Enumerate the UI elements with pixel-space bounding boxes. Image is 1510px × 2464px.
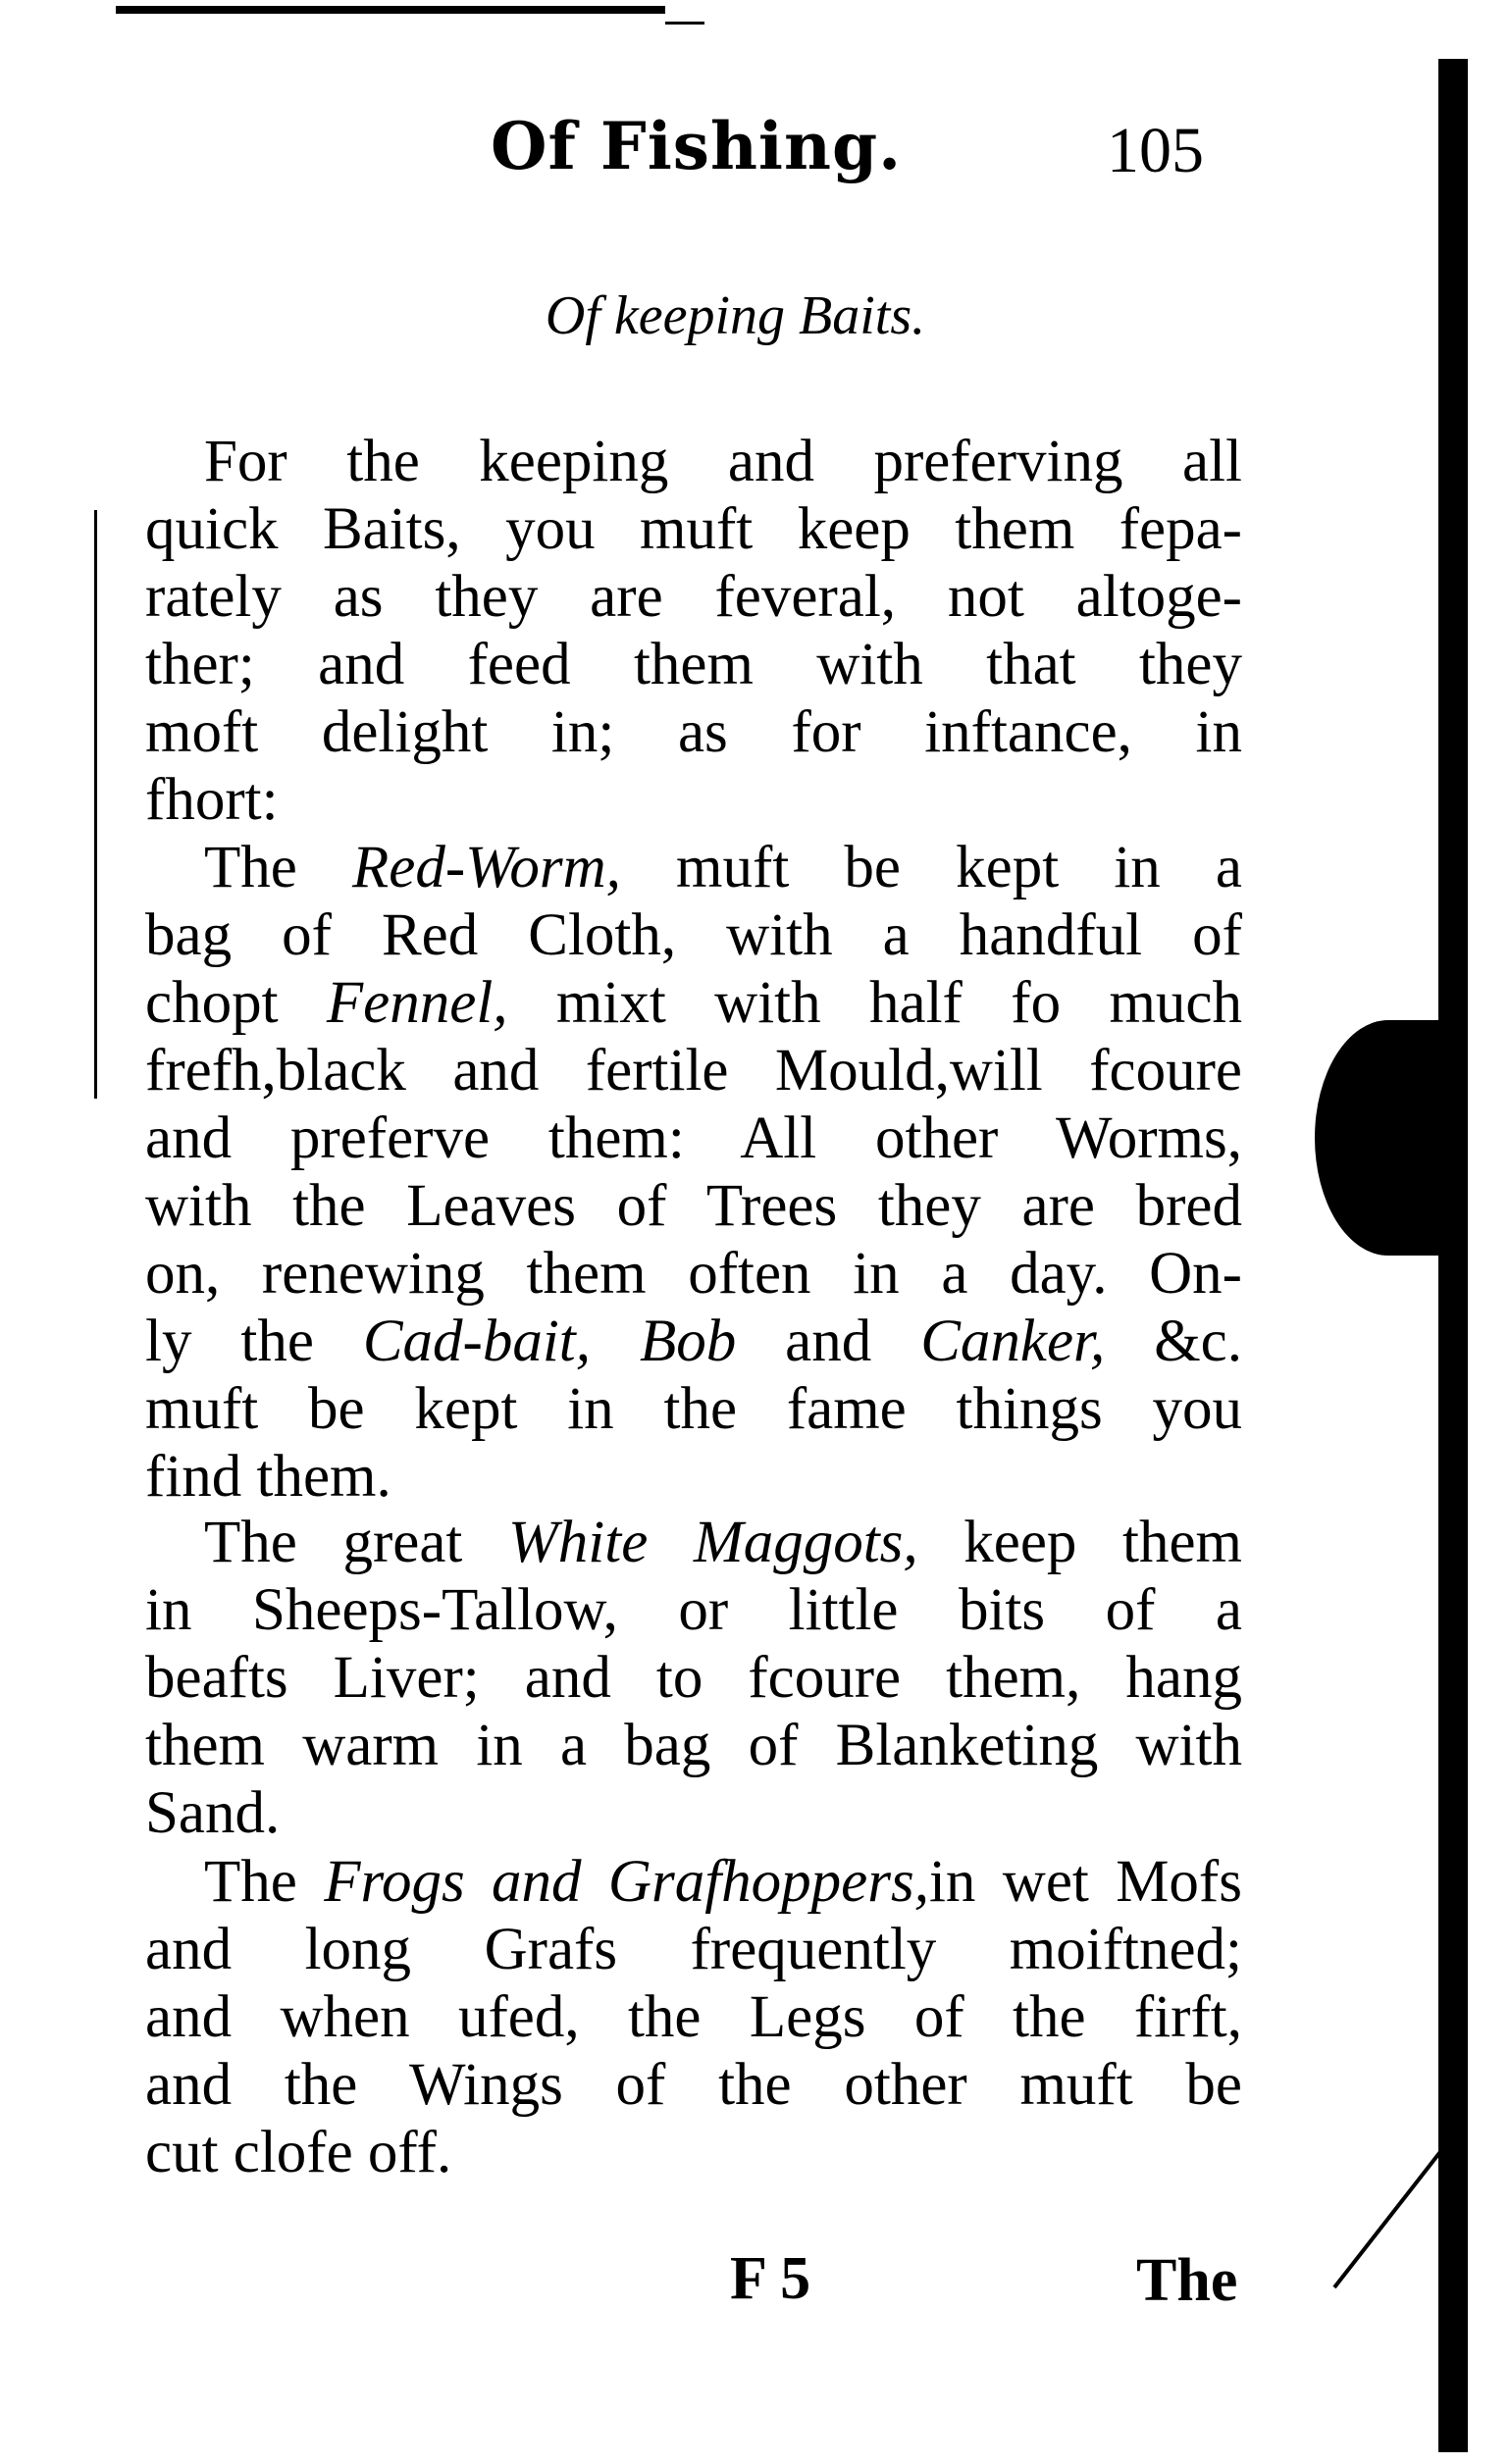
- paragraph-1: [145, 428, 1242, 834]
- paragraph-3: [145, 1509, 1242, 1847]
- scan-edge-top: [116, 6, 665, 14]
- text-line: frefh,black and fertile Mould,will fcoure: [145, 1038, 1242, 1104]
- ink-blot: [1315, 1020, 1462, 1256]
- scan-edge-top-tail: [665, 22, 704, 25]
- text-line: muft be kept in the fame things you: [145, 1376, 1242, 1442]
- text-line: in Sheeps-Tallow, or little bits of a: [145, 1577, 1242, 1643]
- text-line: The Red-Worm, muft be kept in a: [204, 835, 1242, 900]
- text-line: chopt Fennel, mixt with half fo much: [145, 970, 1242, 1036]
- text-line: them warm in a bag of Blanketing with: [145, 1713, 1242, 1778]
- text-line: on, renewing them often in a day. On-: [145, 1241, 1242, 1307]
- text-line: find them.: [145, 1444, 391, 1510]
- text-line: For the keeping and preferving all: [204, 429, 1242, 494]
- text-line: The great White Maggots, keep them: [204, 1510, 1242, 1575]
- scan-edge-left: [94, 510, 97, 1099]
- text-line: and preferve them: All other Worms,: [145, 1105, 1242, 1171]
- text-line: and long Grafs frequently moiftned;: [145, 1917, 1242, 1982]
- text-line: quick Baits, you muft keep them fepa-: [145, 496, 1242, 562]
- running-title: Of Fishing.: [491, 108, 903, 184]
- paragraph-4: [145, 1848, 1242, 2186]
- text-line: and when ufed, the Legs of the firft,: [145, 1984, 1242, 2050]
- italic-term: Cad-bait,: [362, 1309, 592, 1374]
- italic-term: White Maggots,: [507, 1510, 918, 1575]
- text-line: beafts Liver; and to fcoure them, hang: [145, 1645, 1242, 1711]
- text-line: and the Wings of the other muft be: [145, 2052, 1242, 2118]
- italic-term: Frogs and Grafhoppers,: [324, 1849, 929, 1915]
- text-line: Sand.: [145, 1780, 281, 1846]
- italic-term: Canker,: [920, 1309, 1106, 1374]
- italic-term: Fennel,: [326, 970, 508, 1036]
- scan-edge-right: [1438, 59, 1468, 2452]
- text-line: fhort:: [145, 767, 279, 833]
- section-title: Of keeping Baits.: [545, 285, 926, 346]
- text-line: ther; and feed them with that they: [145, 632, 1242, 697]
- italic-term: Red-Worm,: [352, 835, 621, 900]
- italic-term: Bob: [639, 1309, 737, 1374]
- catchword: The: [1136, 2247, 1238, 2314]
- signature-mark: F 5: [730, 2245, 811, 2312]
- text-line: ly the Cad-bait, Bob and Canker, &c.: [145, 1309, 1242, 1374]
- text-line: cut clofe off.: [145, 2120, 452, 2185]
- text-line: with the Leaves of Trees they are bred: [145, 1173, 1242, 1239]
- text-line: The Frogs and Grafhoppers,in wet Mofs: [204, 1849, 1242, 1915]
- paragraph-2: [145, 834, 1242, 1511]
- text-line: moft delight in; as for inftance, in: [145, 699, 1242, 765]
- page-number: 105: [1107, 115, 1204, 186]
- text-line: bag of Red Cloth, with a handful of: [145, 902, 1242, 968]
- text-line: rately as they are feveral, not altoge-: [145, 564, 1242, 630]
